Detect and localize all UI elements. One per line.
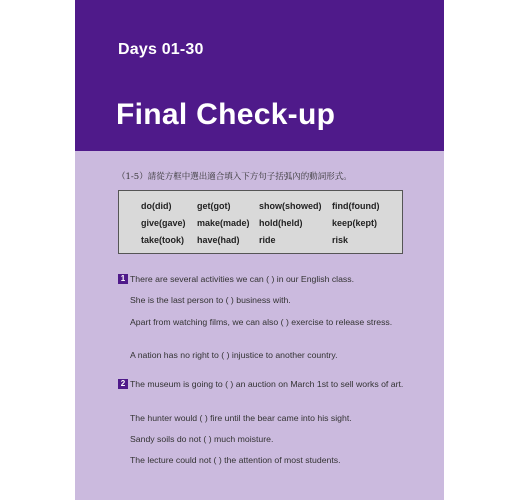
word-option: risk: [332, 235, 349, 245]
word-option: ride: [259, 235, 276, 245]
question-sentence: The hunter would ( ) fire until the bear came into his sight.: [130, 413, 352, 423]
question-sentence: Sandy soils do not ( ) much moisture.: [130, 434, 274, 444]
question-sentence: She is the last person to ( ) business with.: [130, 295, 291, 305]
question-sentence: There are several activities we can ( ) in our English class.: [130, 274, 355, 284]
question-number-badge: 1: [118, 274, 128, 284]
question-sentence: The museum is going to ( ) an auction on March 1st to sell works of art.: [130, 379, 404, 389]
word-option: hold(held): [259, 218, 303, 228]
page-header: [75, 0, 444, 151]
question-sentence: Apart from watching films, we can also ( ) exercise to release stress.: [130, 317, 393, 327]
word-option: make(made): [197, 218, 250, 228]
word-option: keep(kept): [332, 218, 378, 228]
word-option: do(did): [141, 201, 172, 211]
workbook-page: [75, 0, 444, 500]
word-option: give(gave): [141, 218, 186, 228]
word-option: have(had): [197, 235, 240, 245]
question-sentence: The lecture could not ( ) the attention of most students.: [130, 455, 341, 465]
days-label: Days 01-30: [118, 41, 204, 58]
question-number-badge: 2: [118, 379, 128, 389]
word-box: [118, 190, 403, 254]
word-option: show(showed): [259, 201, 322, 211]
word-option: get(got): [197, 201, 231, 211]
instruction-text: （1-5）請從方框中選出適合填入下方句子括弧內的動詞形式。: [117, 172, 352, 182]
question-sentence: A nation has no right to ( ) injustice to another country.: [130, 350, 338, 360]
page-title: Final Check-up: [116, 98, 336, 131]
word-option: find(found): [332, 201, 380, 211]
word-option: take(took): [141, 235, 185, 245]
